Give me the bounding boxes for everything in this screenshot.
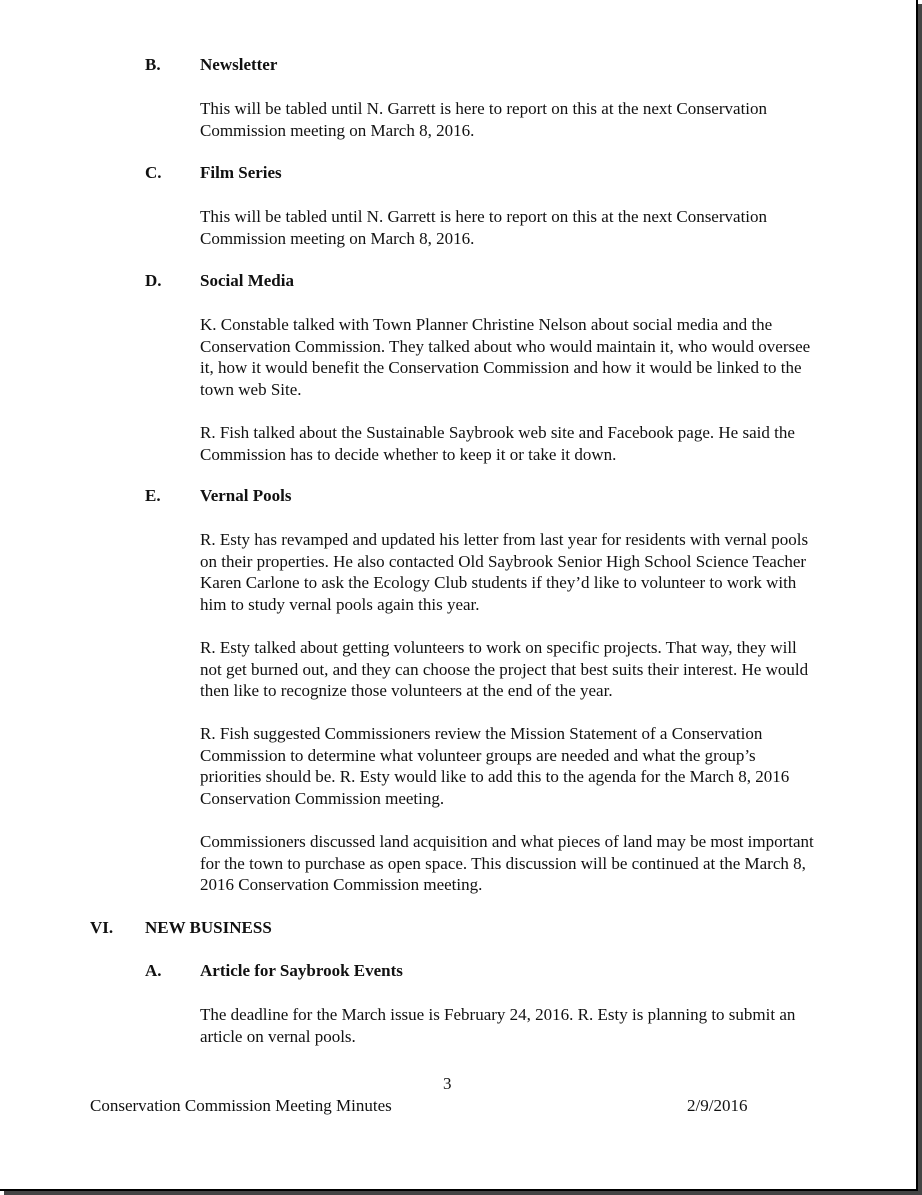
section-c-body: [200, 206, 820, 249]
section-e-paragraph-4: [200, 831, 820, 896]
paragraph: This will be tabled until N. Garrett is here to report on this at the next Conservation Commission meeting on March 8, 2016.: [200, 99, 768, 140]
paragraph: R. Esty talked about getting volunteers to work on specific projects. That way, they will not get burned out, and they can choose the project that best suits their interest. He would then like to recognize those volunteers at the end of the year.: [200, 638, 809, 701]
section-d-title: Social Media: [200, 271, 294, 290]
section-e-paragraph-1: [200, 529, 820, 615]
section-vi-a-body: [200, 1004, 820, 1047]
section-e-paragraph-3: [200, 723, 820, 809]
section-c-title: Film Series: [200, 163, 282, 182]
section-e-title: Vernal Pools: [200, 486, 292, 505]
footer-document-title: Conservation Commission Meeting Minutes: [90, 1096, 392, 1115]
paragraph: The deadline for the March issue is February 24, 2016. R. Esty is planning to submit an article on vernal pools.: [200, 1005, 796, 1046]
paragraph: Commissioners discussed land acquisition and what pieces of land may be most important for the town to purchase as open space. This discussion will be continued at the March 8, 2016 Conservation Commission meeting.: [200, 832, 814, 895]
section-vi-a-title: Article for Saybrook Events: [200, 961, 403, 980]
footer-date: 2/9/2016: [687, 1096, 748, 1115]
section-e-paragraph-2: [200, 637, 820, 702]
section-d-letter: D.: [145, 271, 162, 290]
section-d-paragraph-2: [200, 422, 820, 465]
section-d-paragraph-1: [200, 314, 820, 400]
section-c-letter: C.: [145, 163, 162, 182]
paragraph: R. Esty has revamped and updated his letter from last year for residents with vernal pools on their properties. He also contacted Old Saybrook Senior High School Science Teacher Karen Carlone to ask the Ecology Club students if they’d like to volunteer to work with him to study vernal pools again this year.: [200, 530, 809, 614]
paragraph: This will be tabled until N. Garrett is here to report on this at the next Conservation Commission meeting on March 8, 2016.: [200, 207, 768, 248]
section-b-body: [200, 98, 820, 141]
section-vi-numeral: VI.: [90, 918, 114, 937]
paragraph: R. Fish suggested Commissioners review the Mission Statement of a Conservation Commission to determine what volunteer groups are needed and what the group’s priorities should be. R. Esty would like to add this to the agenda for the March 8, 2016 Conservation Commission meeting.: [200, 724, 790, 808]
section-vi-title: NEW BUSINESS: [145, 918, 272, 937]
section-vi-a-letter: A.: [145, 961, 162, 980]
section-b-letter: B.: [145, 55, 161, 74]
section-b-title: Newsletter: [200, 55, 278, 74]
paragraph: K. Constable talked with Town Planner Christine Nelson about social media and the Conservation Commission. They talked about who would maintain it, who would oversee it, how it would benefit the Conservation Commission and how it would be linked to the town web Site.: [200, 315, 811, 399]
paragraph: R. Fish talked about the Sustainable Saybrook web site and Facebook page. He said the Commission has to decide whether to keep it or take it down.: [200, 423, 795, 464]
section-e-letter: E.: [145, 486, 161, 505]
page-number: 3: [443, 1074, 452, 1093]
